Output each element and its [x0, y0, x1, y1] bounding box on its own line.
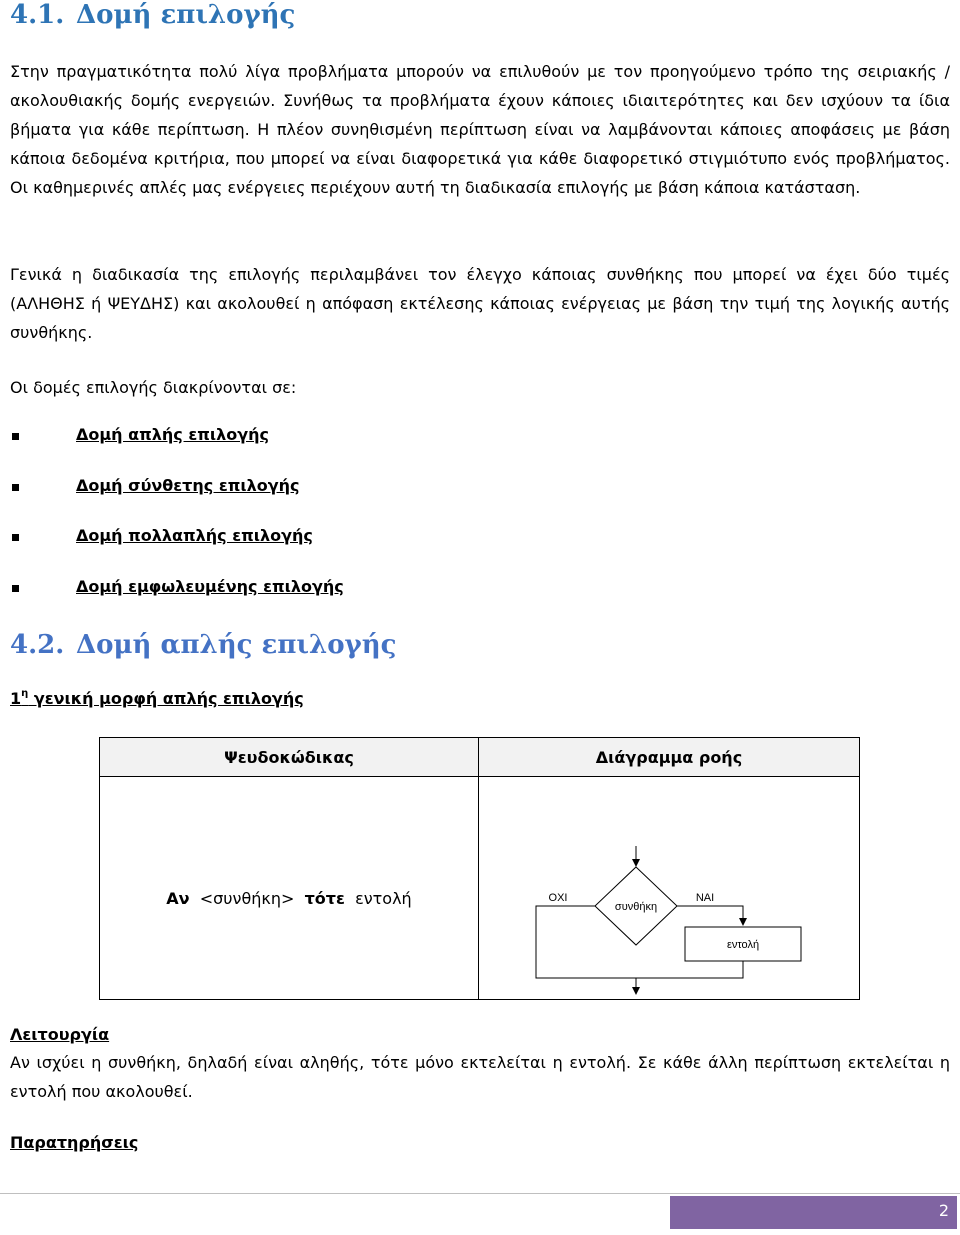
pseudocode-header: Ψευδοκώδικας: [100, 738, 479, 777]
list-item-label: Δομή απλής επιλογής: [76, 425, 270, 444]
flowchart-cell: [479, 777, 860, 1000]
list-item-label: Δομή εμφωλευμένης επιλογής: [76, 576, 344, 596]
general-form-subheading: $1^\eta$ γενική μορφή απλής επιλογής: [10, 688, 304, 708]
square-bullet-icon: [12, 433, 19, 440]
list-item: [10, 476, 344, 527]
list-item: [10, 577, 344, 628]
section-title: Δομή επιλογής: [76, 0, 296, 30]
action-label: εντολή: [726, 939, 760, 951]
flowchart-header: Διάγραμμα ροής: [479, 738, 860, 777]
pseudocode-condition: <συνθήκη>: [199, 889, 295, 908]
section-title: Δομή απλής επιλογής: [76, 630, 397, 660]
list-item-label: Δομή πολλαπλής επιλογής: [76, 526, 313, 545]
pseudocode-cell: [100, 777, 479, 1000]
pseudocode-line: [100, 889, 478, 908]
square-bullet-icon: [12, 484, 19, 491]
list-intro-paragraph: Οι δομές επιλογής διακρίνονται σε:: [10, 378, 297, 397]
list-item-label: Δομή σύνθετης επιλογής: [76, 475, 300, 495]
section-number: 4.2.: [10, 630, 65, 660]
keyword-then: τότε: [304, 889, 345, 908]
page-number-badge: 2: [670, 1196, 957, 1229]
selection-process-paragraph: Γενικά η διαδικασία της επιλογής περιλαμβάνει τον έλεγχο κάποιας συνθήκης που μπορεί να έχει δύο τιμές (ΑΛΗΘΗΣ ή ΨΕΥΔΗΣ) και ακολουθεί η απόφαση εκτέλεσης κάποιας ενέργειας με βάση την τιμή της λογικής αυτής συνθήκης.: [10, 265, 950, 342]
footer-divider: [0, 1193, 960, 1194]
observations-heading: Παρατηρήσεις: [10, 1133, 139, 1152]
list-item: [10, 425, 344, 476]
merge-line: [636, 961, 743, 978]
operation-paragraph: Αν ισχύει η συνθήκη, δηλαδή είναι αληθής, τότε μόνο εκτελείται η εντολή. Σε κάθε άλλη περίπτωση εκτελείται η εντολή που ακολουθεί.: [10, 1053, 950, 1101]
square-bullet-icon: [12, 534, 19, 541]
keyword-if: Αν: [166, 889, 190, 908]
yes-branch-arrow: [677, 906, 743, 925]
square-bullet-icon: [12, 585, 19, 592]
pseudocode-flowchart-table: [99, 737, 860, 1000]
selection-types-list: [10, 425, 344, 627]
yes-label: ΝΑΙ: [695, 892, 715, 904]
intro-paragraph: Στην πραγματικότητα πολύ λίγα προβλήματα μπορούν να επιλυθούν με τον προηγούμενο τρόπο της σειριακής / ακολουθιακής δομής ενεργειών. Συνήθως τα προβλήματα έχουν κάποιες ιδιαιτερότητες και δεν ισχύουν τα ίδια βήματα για κάθε περίπτωση. Η πλέον συνηθισμένη περίπτωση είναι να λαμβάνονται κάποιες αποφάσεις με βάση κάποια δεδομένα κριτήρια, που μπορεί να είναι διαφορετικά για κάθε διαφορετικό στιγμιότυπο ενός προβλήματος. Οι καθημερινές απλές μας ενέργειες περιέχουν αυτή τη διαδικασία επιλογής με βάση κάποια κατάσταση.: [10, 62, 950, 197]
section-heading-4-1: [10, 0, 295, 30]
pseudocode-statement: εντολή: [355, 889, 412, 908]
section-number: 4.1.: [10, 0, 65, 30]
no-label: ΟΧΙ: [548, 892, 568, 904]
operation-heading: Λειτουργία: [10, 1025, 110, 1044]
section-heading-4-2: [10, 630, 396, 660]
list-item: [10, 526, 344, 577]
simple-selection-flowchart: [479, 777, 859, 995]
condition-label: συνθήκη: [614, 901, 658, 913]
